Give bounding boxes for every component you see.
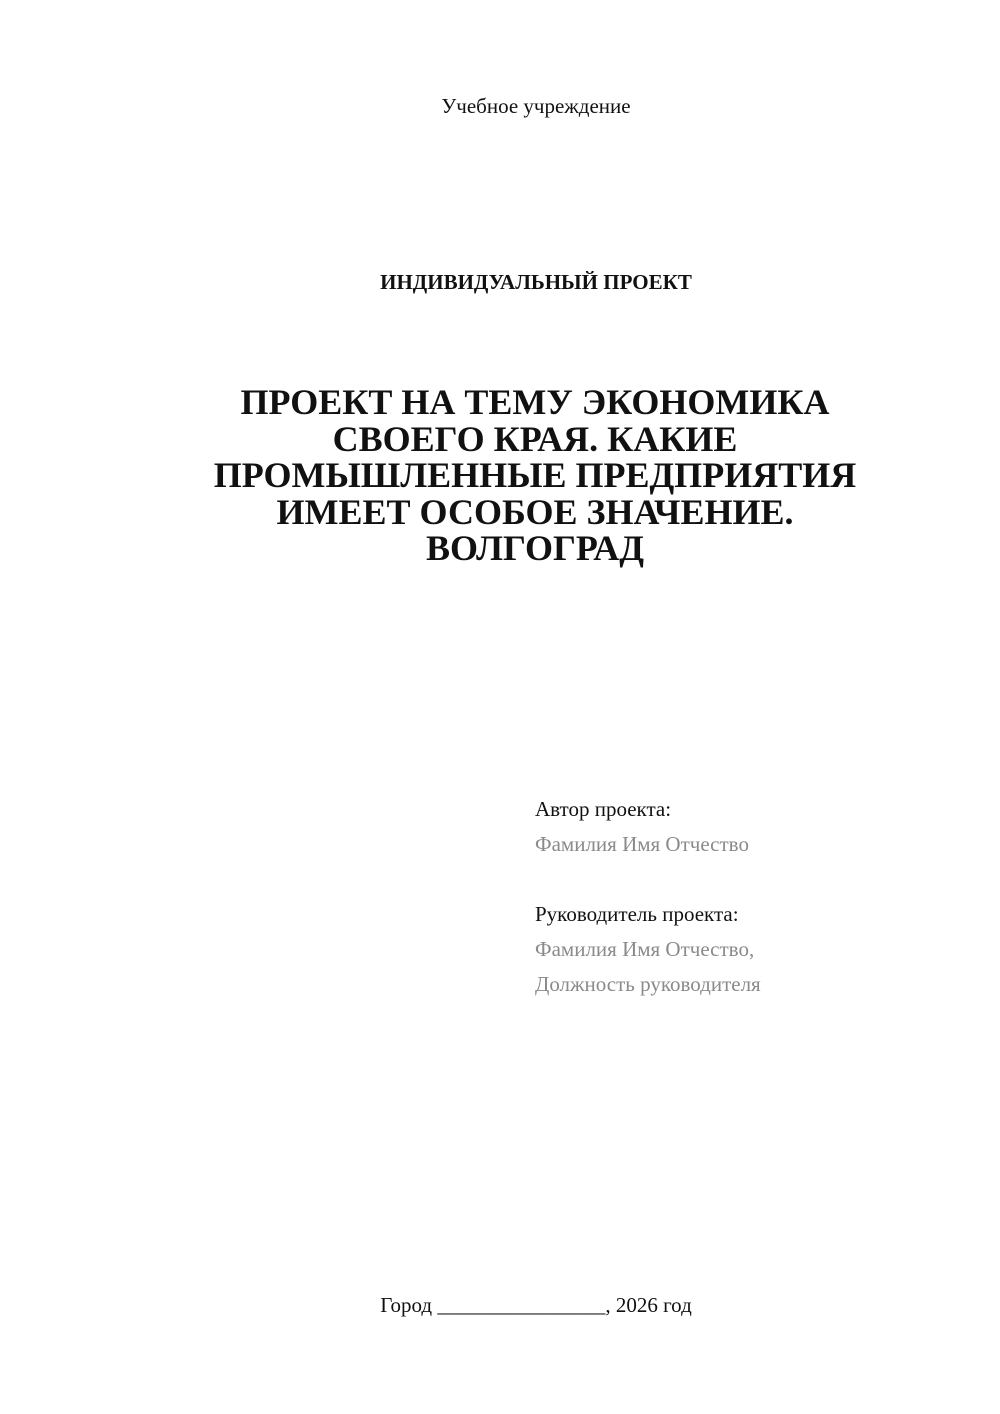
title-line: ПРОМЫШЛЕННЫЕ ПРЕДПРИЯТИЯ xyxy=(213,455,857,495)
supervisor-position: Должность руководителя xyxy=(535,972,761,996)
authors-block xyxy=(535,792,975,1002)
institution-name: Учебное учреждение xyxy=(441,94,631,118)
title-line: ИМЕЕТ ОСОБОЕ ЗНАЧЕНИЕ. xyxy=(276,491,794,532)
title-line: ПРОЕКТ НА ТЕМУ ЭКОНОМИКА xyxy=(240,382,830,422)
author-name: Фамилия Имя Отчество xyxy=(535,832,749,856)
city-label: Город xyxy=(380,1293,433,1317)
city-year-line xyxy=(0,1292,1000,1318)
supervisor-name: Фамилия Имя Отчество, xyxy=(535,937,755,961)
supervisor-label: Руководитель проекта: xyxy=(535,902,739,926)
year-text: , 2026 год xyxy=(605,1293,692,1317)
title-line: ВОЛГОГРАД xyxy=(425,528,645,568)
title-line: СВОЕГО КРАЯ. КАКИЕ xyxy=(332,418,738,459)
author-label: Автор проекта: xyxy=(535,797,672,821)
city-blank: ________________ xyxy=(437,1293,606,1317)
project-type-heading: ИНДИВИДУАЛЬНЫЙ ПРОЕКТ xyxy=(380,270,692,294)
spacer xyxy=(535,862,975,897)
project-title xyxy=(150,384,920,567)
